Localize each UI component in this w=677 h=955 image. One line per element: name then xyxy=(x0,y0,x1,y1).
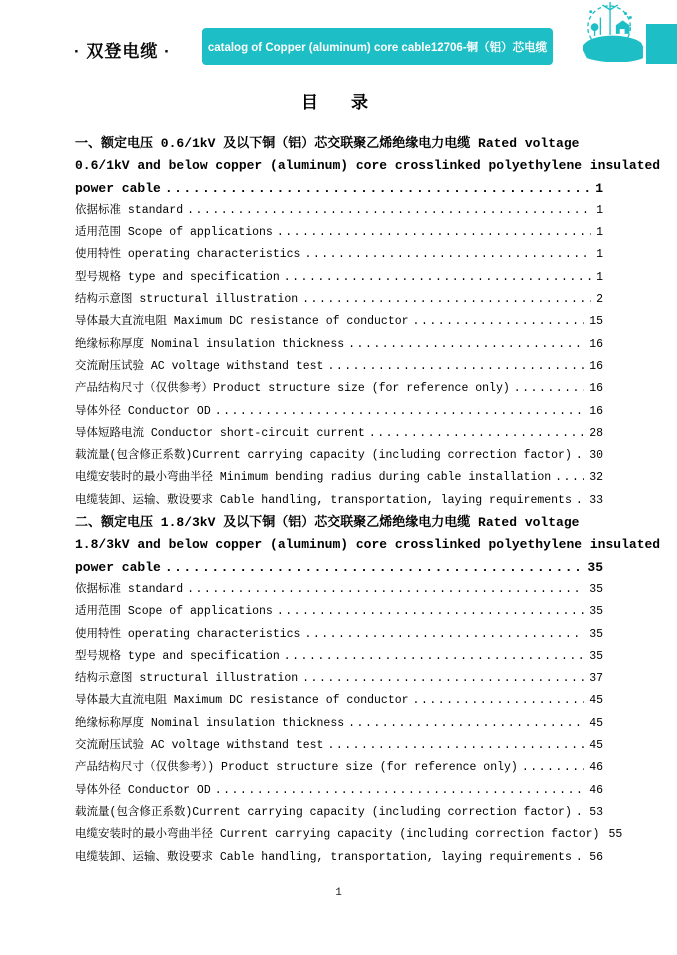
toc-entry xyxy=(75,668,603,690)
toc-section xyxy=(75,512,661,869)
toc-entry-label: 电缆安装时的最小弯曲半径 Current carrying capacity (including correction factor) xyxy=(75,828,600,842)
dot-leader xyxy=(576,445,584,467)
toc-section-heading-row xyxy=(75,557,603,579)
toc-entry-label: 使用特性 operating characteristics xyxy=(75,248,301,262)
toc-entry-label: 载流量(包含修正系数)Current carrying capacity (including correction factor) xyxy=(75,449,572,463)
toc-entry-page: 1 xyxy=(596,203,603,217)
toc-entry xyxy=(75,624,603,646)
toc-entry-page: 55 xyxy=(608,828,623,842)
toc-section-heading-line: 一、额定电压 0.6/1kV 及以下铜（铝）芯交联聚乙烯绝缘电力电缆 Rated voltage xyxy=(75,136,580,151)
toc-entry xyxy=(75,579,603,601)
toc-entry xyxy=(75,467,603,489)
toc-entry-page: 33 xyxy=(589,493,603,507)
toc-entry xyxy=(75,334,603,356)
dot-leader xyxy=(522,757,584,779)
toc-entry-page: 45 xyxy=(589,739,603,753)
toc-entry-label: 适用范围 Scope of applications xyxy=(75,226,273,240)
toc-entry-page: 2 xyxy=(596,293,603,307)
toc-entry-page: 53 xyxy=(589,805,603,819)
toc-entry-page: 45 xyxy=(589,716,603,730)
hand-holding-eco-city-icon xyxy=(581,2,643,62)
toc-entry xyxy=(75,490,603,512)
toc-entry xyxy=(75,378,603,400)
toc-entry-label: 交流耐压试验 AC voltage withstand test xyxy=(75,739,324,753)
dot-leader xyxy=(348,713,584,735)
toc-entry-page: 37 xyxy=(589,672,603,686)
page-title: 目 录 xyxy=(301,93,376,112)
toc-entry-label: 适用范围 Scope of applications xyxy=(75,605,273,619)
toc xyxy=(75,133,661,869)
toc-entry xyxy=(75,690,603,712)
toc-entry-page: 16 xyxy=(589,382,603,396)
header-banner xyxy=(202,28,553,65)
toc-entry-page: 28 xyxy=(589,426,603,440)
toc-entry xyxy=(75,267,603,289)
toc-entry-page: 32 xyxy=(589,471,603,485)
dot-leader xyxy=(327,735,584,757)
brand-logo-text: · 双登电缆 · xyxy=(74,42,171,61)
toc-entry-label: 载流量(包含修正系数)Current carrying capacity (including correction factor) xyxy=(75,805,572,819)
toc-entry-page: 35 xyxy=(589,627,603,641)
footer-page-number: 1 xyxy=(335,887,342,899)
toc-entry xyxy=(75,445,603,467)
toc-entry xyxy=(75,847,603,869)
toc-entry-page: 1 xyxy=(595,180,603,196)
toc-entry xyxy=(75,713,603,735)
toc-entry-page: 1 xyxy=(596,226,603,240)
toc-entry-label: 导体短路电流 Conductor short-circuit current xyxy=(75,426,365,440)
toc-entry-page: 35 xyxy=(589,649,603,663)
toc-entry-page: 35 xyxy=(587,559,603,575)
toc-entry-label: 结构示意图 structural illustration xyxy=(75,672,299,686)
toc-entry-label: 型号规格 type and specification xyxy=(75,649,280,663)
dot-leader xyxy=(165,178,590,200)
toc-entry-label: 导体外径 Conductor OD xyxy=(75,783,211,797)
toc-entry xyxy=(75,200,603,222)
toc-entry xyxy=(75,735,603,757)
toc-entry xyxy=(75,802,603,824)
toc-entry-label: 导体外径 Conductor OD xyxy=(75,404,211,418)
toc-entry xyxy=(75,244,603,266)
header-corner-accent-bar xyxy=(646,24,677,64)
toc-entry-label: 绝缘标称厚度 Nominal insulation thickness xyxy=(75,716,345,730)
toc-entry-label: 电缆装卸、运输、敷设要求 Cable handling, transportation, laying requirements xyxy=(75,493,572,507)
toc-entry-page: 1 xyxy=(596,270,603,284)
toc-entry xyxy=(75,311,603,333)
toc-entry-label: 依据标准 standard xyxy=(75,582,184,596)
toc-entry-page: 1 xyxy=(596,248,603,262)
dot-leader xyxy=(302,289,591,311)
dot-leader xyxy=(413,311,585,333)
toc-entry-page: 16 xyxy=(589,404,603,418)
dot-leader xyxy=(576,802,584,824)
toc-entry-label: power cable xyxy=(75,559,161,575)
dot-leader xyxy=(576,490,584,512)
dot-leader xyxy=(327,356,584,378)
toc-entry-label: 电缆安装时的最小弯曲半径 Minimum bending radius during cable installation xyxy=(75,471,552,485)
toc-entry-page: 35 xyxy=(589,582,603,596)
toc-entry-page: 16 xyxy=(589,359,603,373)
toc-section-heading-line: 0.6/1kV and below copper (aluminum) core crosslinked polyethylene insulated xyxy=(75,158,661,174)
toc-entry xyxy=(75,356,603,378)
dot-leader xyxy=(514,378,584,400)
toc-entry-label: 使用特性 operating characteristics xyxy=(75,627,301,641)
toc-entry-label: 型号规格 type and specification xyxy=(75,270,280,284)
toc-entry-label: 绝缘标称厚度 Nominal insulation thickness xyxy=(75,337,345,351)
toc-entry-page: 45 xyxy=(589,694,603,708)
dot-leader xyxy=(277,222,591,244)
header-banner-text: catalog of Copper (aluminum) core cable12706-铜（铝）芯电缆 xyxy=(207,41,548,54)
toc-section-heading-row xyxy=(75,178,603,200)
dot-leader xyxy=(165,557,583,579)
dot-leader xyxy=(302,668,584,690)
toc-section-heading-line: 1.8/3kV and below copper (aluminum) core crosslinked polyethylene insulated xyxy=(75,537,661,553)
toc-entry-page: 30 xyxy=(589,449,603,463)
dot-leader xyxy=(215,780,584,802)
toc-entry-label: 交流耐压试验 AC voltage withstand test xyxy=(75,359,324,373)
toc-entry-label: 结构示意图 structural illustration xyxy=(75,293,299,307)
toc-entry xyxy=(75,601,603,623)
toc-entry xyxy=(75,423,603,445)
toc-entry-page: 46 xyxy=(589,761,603,775)
toc-entry-page: 15 xyxy=(589,315,603,329)
dot-leader xyxy=(304,244,591,266)
toc-entry-page: 35 xyxy=(589,605,603,619)
toc-entry-label: 产品结构尺寸（仅供参考）Product structure size (for reference only) xyxy=(75,382,510,396)
toc-section-heading-line: 二、额定电压 1.8/3kV 及以下铜（铝）芯交联聚乙烯绝缘电力电缆 Rated voltage xyxy=(75,515,580,531)
toc-entry xyxy=(75,222,603,244)
dot-leader xyxy=(413,690,585,712)
toc-entry xyxy=(75,780,603,802)
toc-entry-label: 依据标准 standard xyxy=(75,203,184,217)
dot-leader xyxy=(277,601,584,623)
dot-leader xyxy=(187,579,584,601)
toc-entry-label: 导体最大直流电阻 Maximum DC resistance of conductor xyxy=(75,315,409,329)
toc-entry xyxy=(75,646,603,668)
toc-entry xyxy=(75,401,603,423)
toc-section xyxy=(75,133,661,512)
dot-leader xyxy=(187,200,591,222)
toc-entry-label: 电缆装卸、运输、敷设要求 Cable handling, transportation, laying requirements xyxy=(75,850,572,864)
toc-entry-page: 46 xyxy=(589,783,603,797)
dot-leader xyxy=(348,334,584,356)
toc-entry-label: 产品结构尺寸（仅供参考）) Product structure size (for reference only) xyxy=(75,761,518,775)
dot-leader xyxy=(304,624,584,646)
dot-leader xyxy=(215,401,584,423)
dot-leader xyxy=(555,467,584,489)
toc-entry-page: 16 xyxy=(589,337,603,351)
toc-entry-label: 导体最大直流电阻 Maximum DC resistance of conductor xyxy=(75,694,409,708)
toc-entry xyxy=(75,824,623,846)
dot-leader xyxy=(576,847,584,869)
dot-leader xyxy=(369,423,584,445)
toc-entry-page: 56 xyxy=(589,850,603,864)
toc-entry xyxy=(75,757,603,779)
dot-leader xyxy=(284,267,591,289)
dot-leader xyxy=(284,646,584,668)
toc-entry-label: power cable xyxy=(75,180,161,196)
toc-entry xyxy=(75,289,603,311)
